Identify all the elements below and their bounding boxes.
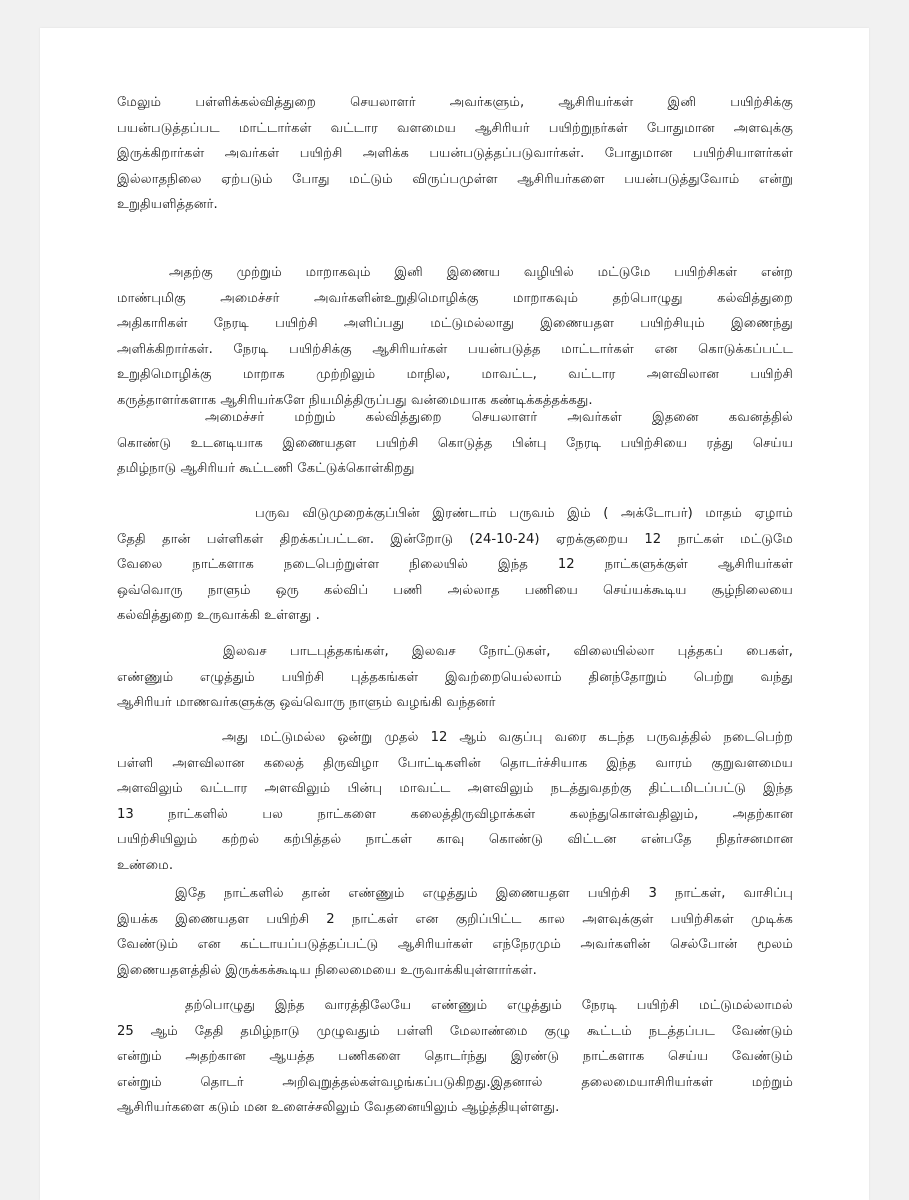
text-line: இணையதளத்தில் இருக்கக்கூடிய நிலைமையை உருவாக்கியுள்ளார்கள். <box>117 962 537 978</box>
text-line: இயக்க இணையதள பயிற்சி 2 நாட்கள் என குறிப்பிட்ட கால அளவுக்குள் பயிற்சிகள் முடிக்க <box>117 911 793 927</box>
text-line: இலவச பாடபுத்தகங்கள், இலவச நோட்டுகள், விலையில்லா புத்தகப் பைகள், <box>223 644 793 659</box>
text-line: வேண்டும் என கட்டாயப்படுத்தப்பட்டு ஆசிரியர்கள் எந்நேரமும் அவர்களின் செல்போன் மூலம் <box>117 937 793 952</box>
text-line: இல்லாதநிலை ஏற்படும் போது மட்டும் விருப்பமுள்ள ஆசிரியர்களை பயன்படுத்துவோம் என்று <box>117 171 793 187</box>
text-line: 13 நாட்களில் பல நாட்களை கலைத்திருவிழாக்கள் கலந்துகொள்வதிலும், அதற்கான <box>117 806 793 822</box>
text-line: உறுதியளித்தனர். <box>117 197 218 212</box>
text-line: என்றும் அதற்கான ஆயத்த பணிகளை தொடர்ந்து இரண்டு நாட்களாக செய்ய வேண்டும் <box>117 1049 793 1064</box>
text-line: உறுதிமொழிக்கு மாறாக முற்றிலும் மாநில, மாவட்ட, வட்டார அளவிலான பயிற்சி <box>117 367 793 382</box>
text-line: பள்ளி அளவிலான கலைத் திருவிழா போட்டிகளின் தொடர்ச்சியாக இந்த வாரம் குறுவளமைய <box>117 755 793 771</box>
text-line: கருத்தாளர்களாக ஆசிரியர்களே நியமித்திருப்பது வன்மையாக கண்டிக்கத்தக்கது. <box>117 392 593 408</box>
paragraph-4 <box>117 501 793 629</box>
text-line: அமைச்சர் மற்றும் கல்வித்துறை செயலாளர் அவர்கள் இதனை கவனத்தில் <box>205 410 793 425</box>
text-line: மாண்புமிகு அமைச்சர் அவர்களின்உறுதிமொழிக்கு மாறாகவும் தற்பொழுது கல்வித்துறை <box>117 290 793 306</box>
text-line: தேதி தான் பள்ளிகள் திறக்கப்பட்டன. இன்றோடு (24-10-24) ஏறக்குறைய 12 நாட்கள் மட்டுமே <box>117 531 793 547</box>
paragraph-6 <box>117 725 793 878</box>
text-line: கல்வித்துறை உருவாக்கி உள்ளது . <box>117 608 320 623</box>
paragraph-5 <box>117 639 793 716</box>
text-line: தற்பொழுது இந்த வாரத்திலேயே எண்ணும் எழுத்தும் நேரடி பயிற்சி மட்டுமல்லாமல் <box>185 998 793 1013</box>
document-page <box>40 28 869 1200</box>
text-line: அதற்கு முற்றும் மாறாகவும் இனி இணைய வழியில் மட்டுமே பயிற்சிகள் என்ற <box>169 265 793 280</box>
paragraph-1 <box>117 90 793 218</box>
text-line: இருக்கிறார்கள் அவர்கள் பயிற்சி அளிக்க பயன்படுத்தப்படுவார்கள். போதுமான பயிற்சியாளர்கள் <box>117 146 793 161</box>
text-line: அளவிலும் வட்டார அளவிலும் பின்பு மாவட்ட அளவிலும் நடத்துவதற்கு திட்டமிடப்பட்டு இந்த <box>117 781 793 796</box>
text-line: எண்ணும் எழுத்தும் பயிற்சி புத்தகங்கள் இவற்றையெல்லாம் தினந்தோறும் பெற்று வந்து <box>117 669 793 685</box>
text-line: என்றும் தொடர் அறிவுறுத்தல்கள்வழங்கப்படுகிறது.இதனால் தலைமையாசிரியர்கள் மற்றும் <box>117 1074 793 1090</box>
text-line: பயன்படுத்தப்பட மாட்டார்கள் வட்டார வளமைய ஆசிரியர் பயிற்றுநர்கள் போதுமான அளவுக்கு <box>117 120 793 136</box>
text-line: இதே நாட்களில் தான் எண்ணும் எழுத்தும் இணையதள பயிற்சி 3 நாட்கள், வாசிப்பு <box>175 886 793 901</box>
text-line: ஒவ்வொரு நாளும் ஒரு கல்விப் பணி அல்லாத பணியை செய்யக்கூடிய சூழ்நிலையை <box>117 582 793 598</box>
text-line: உண்மை. <box>117 857 174 873</box>
text-line: ஆசிரியர் மாணவர்களுக்கு ஒவ்வொரு நாளும் வழங்கி வந்தனர் <box>117 695 496 710</box>
text-line: மேலும் பள்ளிக்கல்வித்துறை செயலாளர் அவர்களும், ஆசிரியர்கள் இனி பயிற்சிக்கு <box>117 95 793 110</box>
text-line: அதிகாரிகள் நேரடி பயிற்சி அளிப்பது மட்டுமல்லாது இணையதள பயிற்சியும் இணைந்து <box>117 316 793 331</box>
paragraph-7 <box>117 881 793 983</box>
text-line: பயிற்சியிலும் கற்றல் கற்பித்தல் நாட்கள் காவு கொண்டு விட்டன என்பதே நிதர்சனமான <box>117 832 793 847</box>
paragraph-2 <box>117 260 793 413</box>
text-line: 25 ஆம் தேதி தமிழ்நாடு முழுவதும் பள்ளி மேலாண்மை குழு கூட்டம் நடத்தப்பட வேண்டும் <box>117 1023 793 1039</box>
text-line: ஆசிரியர்களை கடும் மன உளைச்சலிலும் வேதனையிலும் ஆழ்த்தியுள்ளது. <box>117 1100 560 1115</box>
text-line: அளிக்கிறார்கள். நேரடி பயிற்சிக்கு ஆசிரியர்கள் பயன்படுத்த மாட்டார்கள் என கொடுக்கப்பட்ட <box>117 341 793 357</box>
paragraph-3 <box>117 405 793 482</box>
text-line: பருவ விடுமுறைக்குப்பின் இரண்டாம் பருவம் இம் ( அக்டோபர்) மாதம் ஏழாம் <box>255 506 793 521</box>
paragraph-8 <box>117 993 793 1121</box>
text-line: வேலை நாட்களாக நடைபெற்றுள்ள நிலையில் இந்த 12 நாட்களுக்குள் ஆசிரியர்கள் <box>117 557 793 572</box>
text-line: கொண்டு உடனடியாக இணையதள பயிற்சி கொடுத்த பின்பு நேரடி பயிற்சியை ரத்து செய்ய <box>117 435 793 451</box>
text-line: தமிழ்நாடு ஆசிரியர் கூட்டணி கேட்டுக்கொள்கிறது <box>117 461 415 476</box>
text-line: அது மட்டுமல்ல ஒன்று முதல் 12 ஆம் வகுப்பு வரை கடந்த பருவத்தில் நடைபெற்ற <box>222 730 793 745</box>
